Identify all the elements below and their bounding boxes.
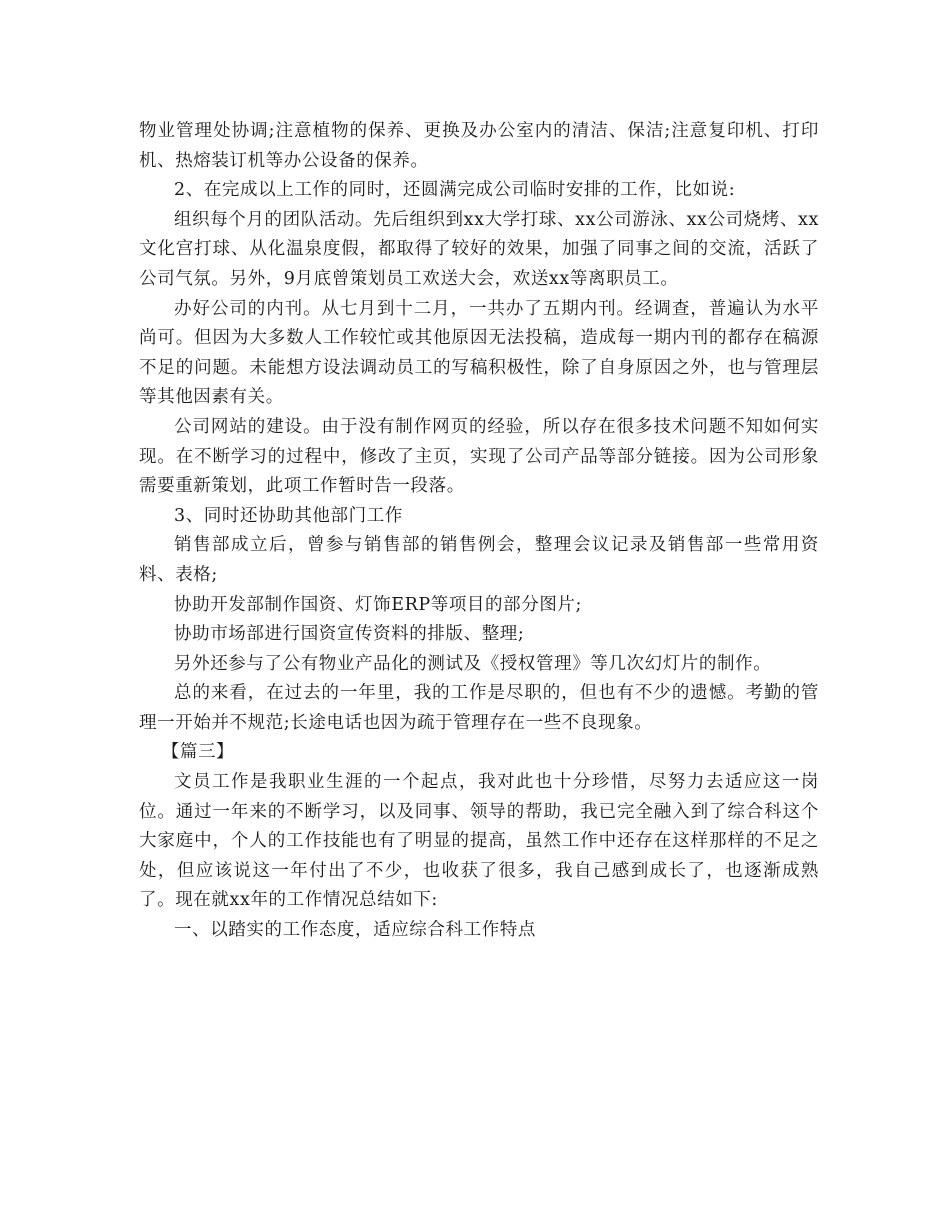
paragraph-sales-department: 销售部成立后，曾参与销售部的销售例会，整理会议记录及销售部一些常用资料、表格; (139, 535, 819, 585)
paragraph-internal-journal: 办好公司的内刊。从七月到十二月，一共办了五期内刊。经调查，普遍认为水平尚可。但因为大多数人工作较忙或其他原因无法投稿，造成每一期内刊的都存在稿源不足的问题。未能想方设法调动员工的写稿积极性，除了自身原因之外，也与管理层等其他因素有关。 (139, 298, 819, 408)
paragraph-company-website: 公司网站的建设。由于没有制作网页的经验，所以存在很多技术问题不知如何实现。在不断学习的过程中，修改了主页，实现了公司产品等部分链接。因为公司形象需要重新策划，此项工作暂时告一段落。 (139, 416, 819, 497)
document-body (139, 117, 819, 946)
section-heading-part-three: 【篇三】 (161, 742, 235, 763)
paragraph-clerk-intro: 文员工作是我职业生涯的一个起点，我对此也十分珍惜，尽努力去适应这一岗位。通过一年来的不断学习，以及同事、领导的帮助，我已完全融入到了综合科这个大家庭中，个人的工作技能也有了明显的提高，虽然工作中还存在这样那样的不足之处，但应该说这一年付出了不少，也收获了很多，我自己感到成长了，也逐渐成熟了。现在就xx年的工作情况总结如下: (139, 772, 819, 911)
paragraph-team-activities: 组织每个月的团队活动。先后组织到xx大学打球、xx公司游泳、xx公司烧烤、xx文化宫打球、从化温泉度假，都取得了较好的效果，加强了同事之间的交流，活跃了公司气氛。另外，9月底曾策划员工欢送大会，欢送xx等离职员工。 (139, 209, 819, 289)
paragraph-office-maintenance: 物业管理处协调;注意植物的保养、更换及办公室内的清洁、保洁;注意复印机、打印机、热熔装订机等办公设备的保养。 (139, 121, 819, 171)
paragraph-development-department: 协助开发部制作国资、灯饰ERP等项目的部分图片; (174, 594, 583, 615)
paragraph-slides: 另外还参与了公有物业产品化的测试及《授权管理》等几次幻灯片的制作。 (174, 653, 772, 674)
paragraph-section-one-title: 一、以踏实的工作态度，适应综合科工作特点 (174, 920, 536, 941)
paragraph-marketing-department: 协助市场部进行国资宣传资料的排版、整理; (174, 624, 525, 645)
paragraph-temporary-tasks: 2、在完成以上工作的同时，还圆满完成公司临时安排的工作，比如说: (174, 180, 736, 201)
paragraph-summary: 总的来看，在过去的一年里，我的工作是尽职的，但也有不少的遗憾。考勤的管理一开始并不规范;长途电话也因为疏于管理存在一些不良现象。 (139, 683, 819, 733)
paragraph-assist-departments: 3、同时还协助其他部门工作 (174, 505, 403, 526)
